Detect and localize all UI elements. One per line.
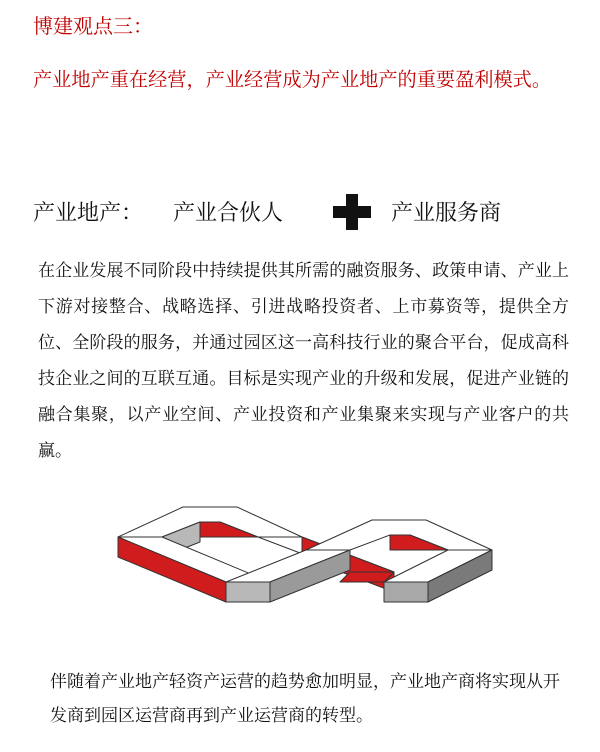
slogan-prefix: 产业地产： [33, 201, 144, 226]
slogan-row [33, 194, 578, 234]
slogan-industry-partner: 产业合伙人 [173, 201, 284, 226]
viewpoint-heading: 博建观点三： [33, 14, 153, 38]
footer-paragraph: 伴随着产业地产轻资产运营的趋势愈加明显，产业地产商将实现从开发商到园区运营商再到产业运营商的转型。 [50, 672, 560, 726]
infinity-loop-icon [0, 480, 600, 630]
viewpoint-statement: 产业地产重在经营，产业经营成为产业地产的重要盈利模式。 [33, 68, 552, 91]
plus-icon [333, 194, 371, 230]
main-paragraph: 在企业发展不同阶段中持续提供其所需的融资服务、政策申请、产业上下游对接整合、战略选择、引进战略投资者、上市募资等，提供全方位、全阶段的服务，并通过园区这一高科技行业的聚合平台，促成高科技企业之间的互联互通。目标是实现产业的升级和发展，促进产业链的融合集聚，以产业空间、产业投资和产业集聚来实现与产业客户的共赢。 [38, 261, 569, 461]
slogan-industry-service-provider: 产业服务商 [391, 201, 502, 226]
